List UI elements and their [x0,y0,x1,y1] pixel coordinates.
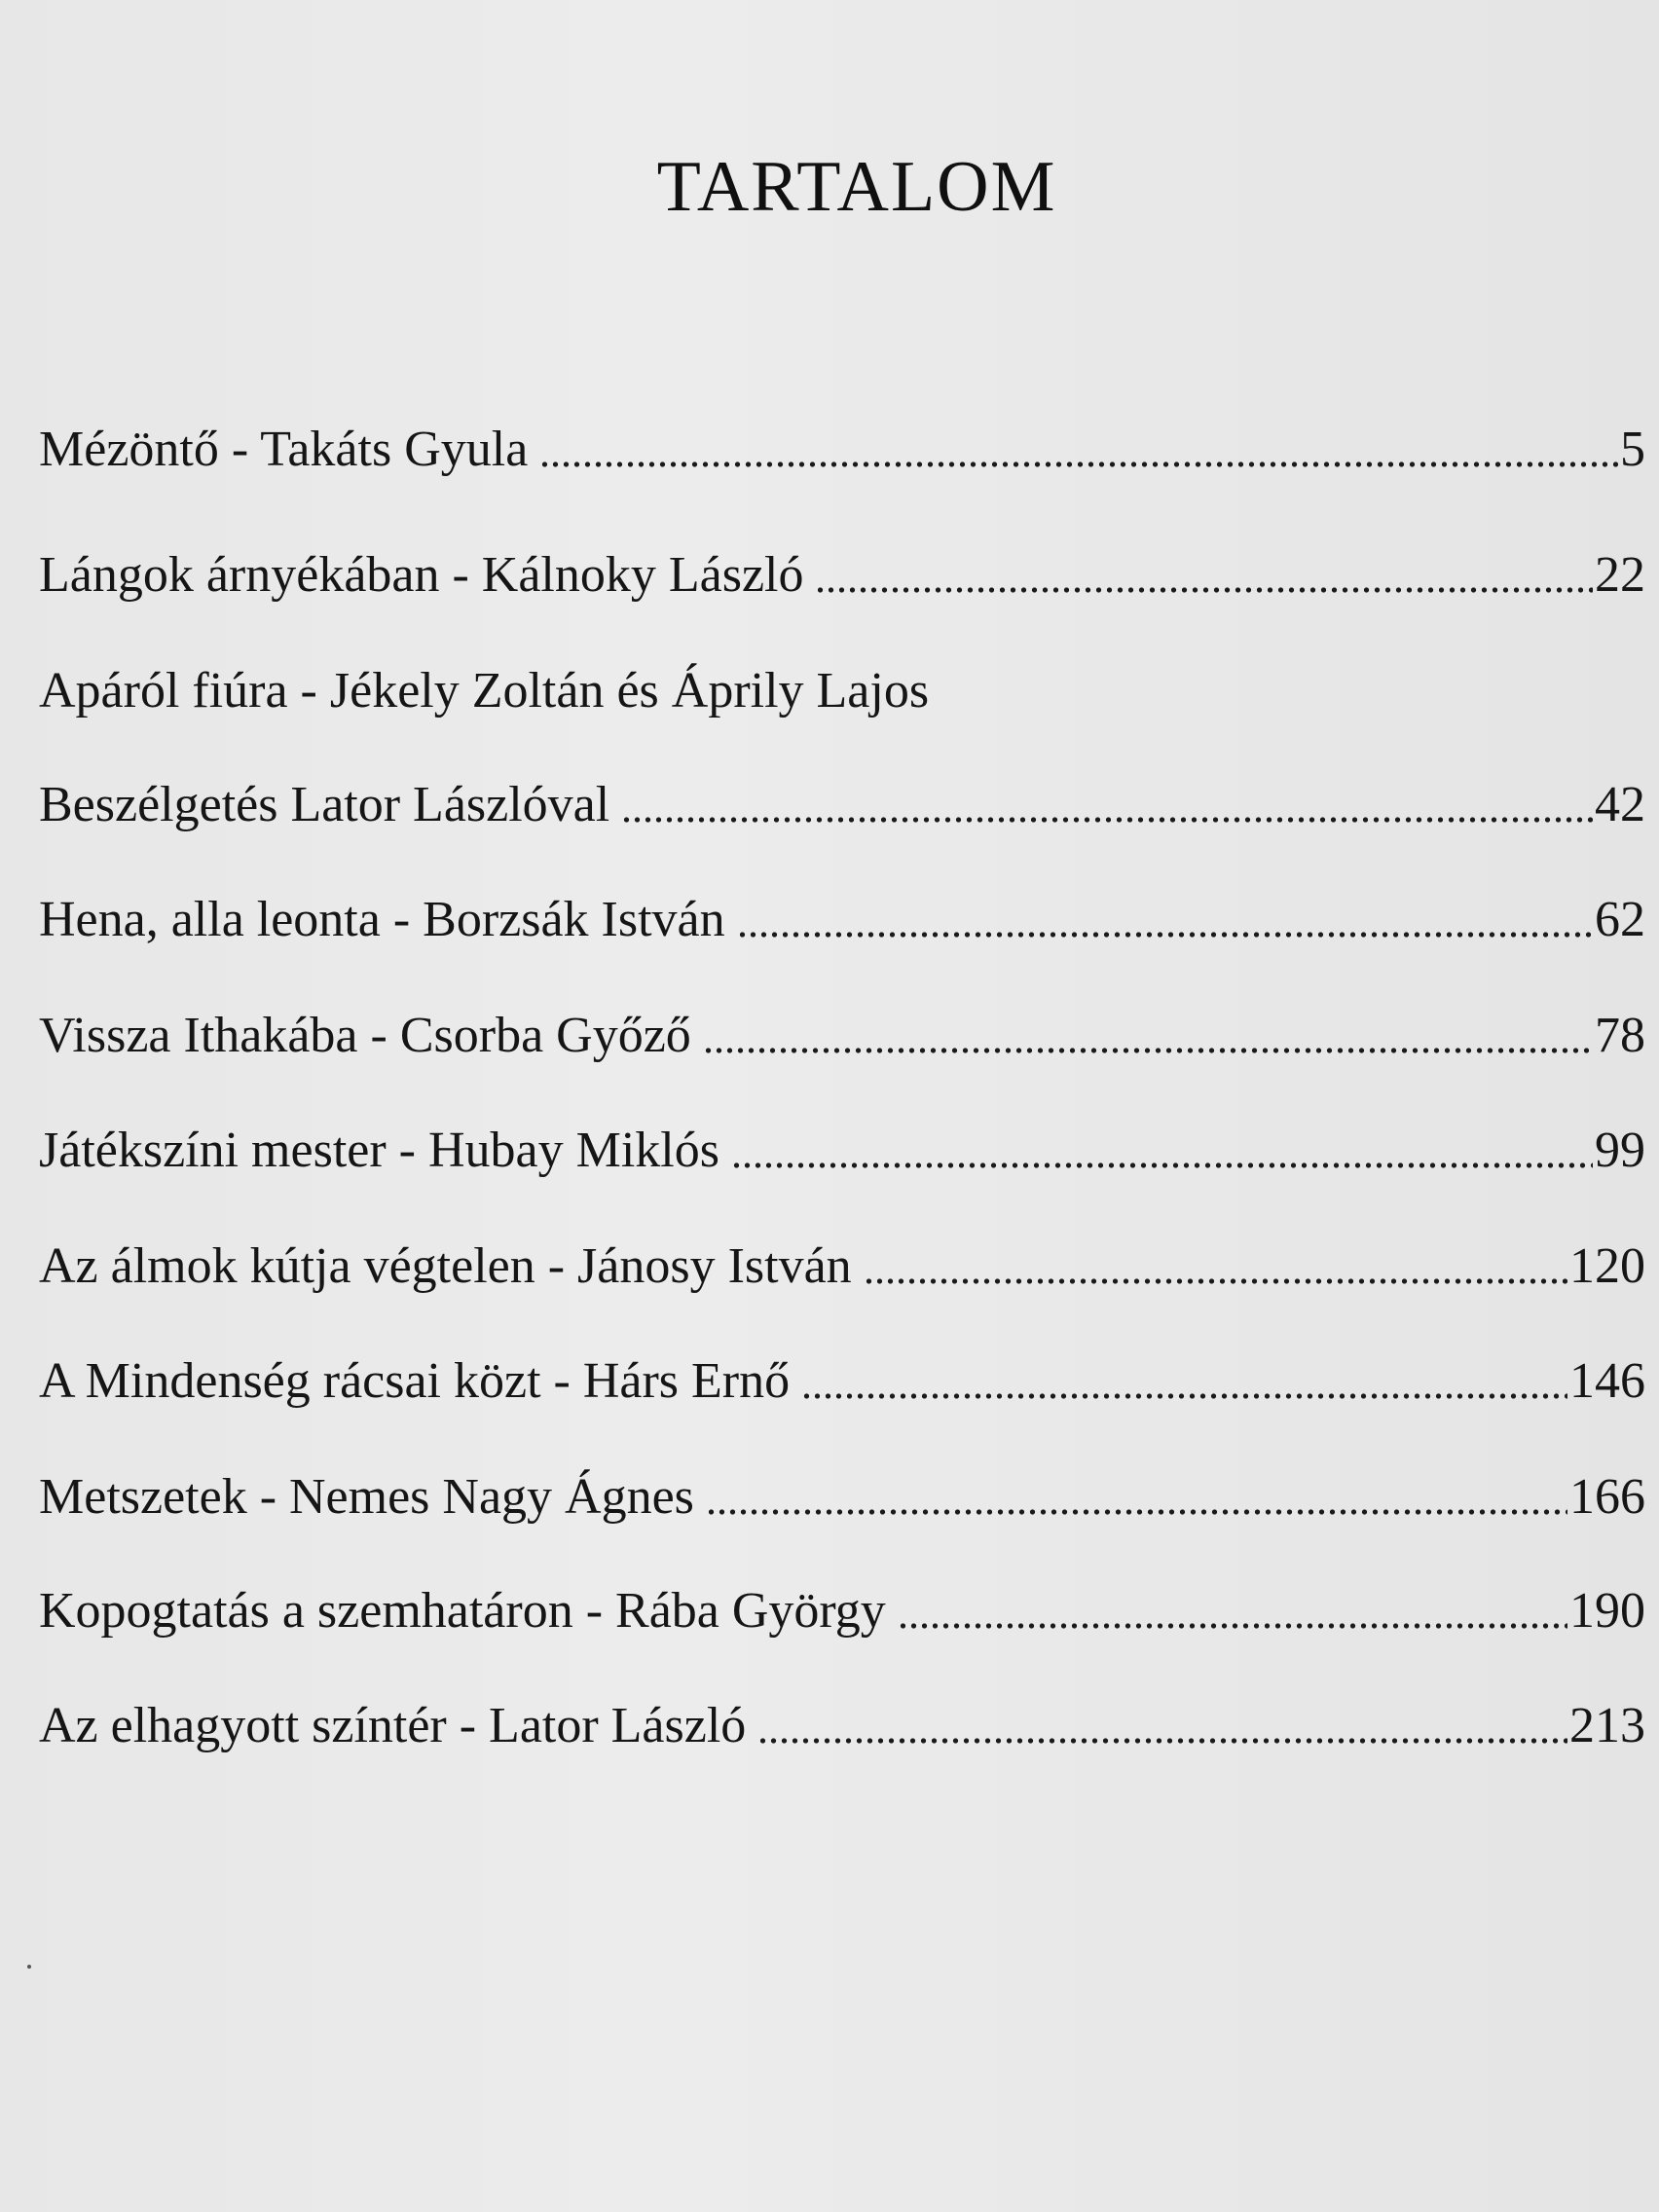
toc-entry [39,1098,1645,1176]
dot-leader [801,1391,1567,1401]
dot-leader [706,1507,1567,1517]
dot-leader [539,460,1618,469]
toc-entry-label: Lángok árnyékában - Kálnoky László [39,547,804,603]
toc-entry [39,1445,1645,1523]
toc-entry-label: Beszélgetés Lator Lászlóval [39,777,610,832]
dot-leader [898,1621,1567,1631]
toc-entry-label: A Mindenség rácsai közt - Hárs Ernő [39,1353,791,1409]
stray-mark [27,1965,31,1969]
toc-entry [39,397,1645,475]
toc-entry-label: Metszetek - Nemes Nagy Ágnes [39,1469,694,1525]
toc-entry-label: Játékszíni mester - Hubay Miklós [39,1123,719,1178]
toc-entry-label: Hena, alla leonta - Borzsák István [39,892,725,947]
toc-entry-label: Mézöntő - Takáts Gyula [39,422,529,477]
dot-leader [621,815,1593,825]
toc-entry-label: Kopogtatás a szemhatáron - Rába György [39,1583,886,1639]
toc-entry-page: 5 [1620,422,1645,477]
toc-entry [39,867,1645,945]
dot-leader [703,1046,1593,1055]
dot-leader [757,1736,1567,1746]
toc-entry-page: 99 [1595,1123,1645,1178]
toc-entry [39,983,1645,1061]
dot-leader [731,1161,1593,1170]
toc-entry [39,753,1645,830]
toc-entry [39,1329,1645,1407]
toc-entry-page: 146 [1569,1353,1645,1409]
toc-entry-page: 213 [1569,1698,1645,1753]
page-title: TARTALOM [656,147,1057,227]
toc-entry [39,1214,1645,1292]
toc-entry-label: Apáról fiúra - Jékely Zoltán és Áprily Lajos [39,663,930,719]
toc-entry-label: Az elhagyott színtér - Lator László [39,1698,747,1753]
toc-entry [39,1559,1645,1637]
toc-entry-label: Az álmok kútja végtelen - Jánosy István [39,1238,852,1294]
toc-entry-page: 22 [1595,547,1645,603]
toc-entry-page: 62 [1595,892,1645,947]
dot-leader [737,930,1593,940]
toc-entry [39,523,1645,601]
toc-entry-label: Vissza Ithakába - Csorba Győző [39,1008,691,1063]
toc-entry-page: 42 [1595,777,1645,832]
toc-entry-page: 190 [1569,1583,1645,1639]
dot-leader [815,585,1593,595]
toc-entry [39,1674,1645,1751]
toc-entry-page: 166 [1569,1469,1645,1525]
toc-entry [39,639,1645,717]
toc-entry-page: 120 [1569,1238,1645,1294]
toc-entry-page: 78 [1595,1008,1645,1063]
dot-leader [864,1276,1567,1286]
